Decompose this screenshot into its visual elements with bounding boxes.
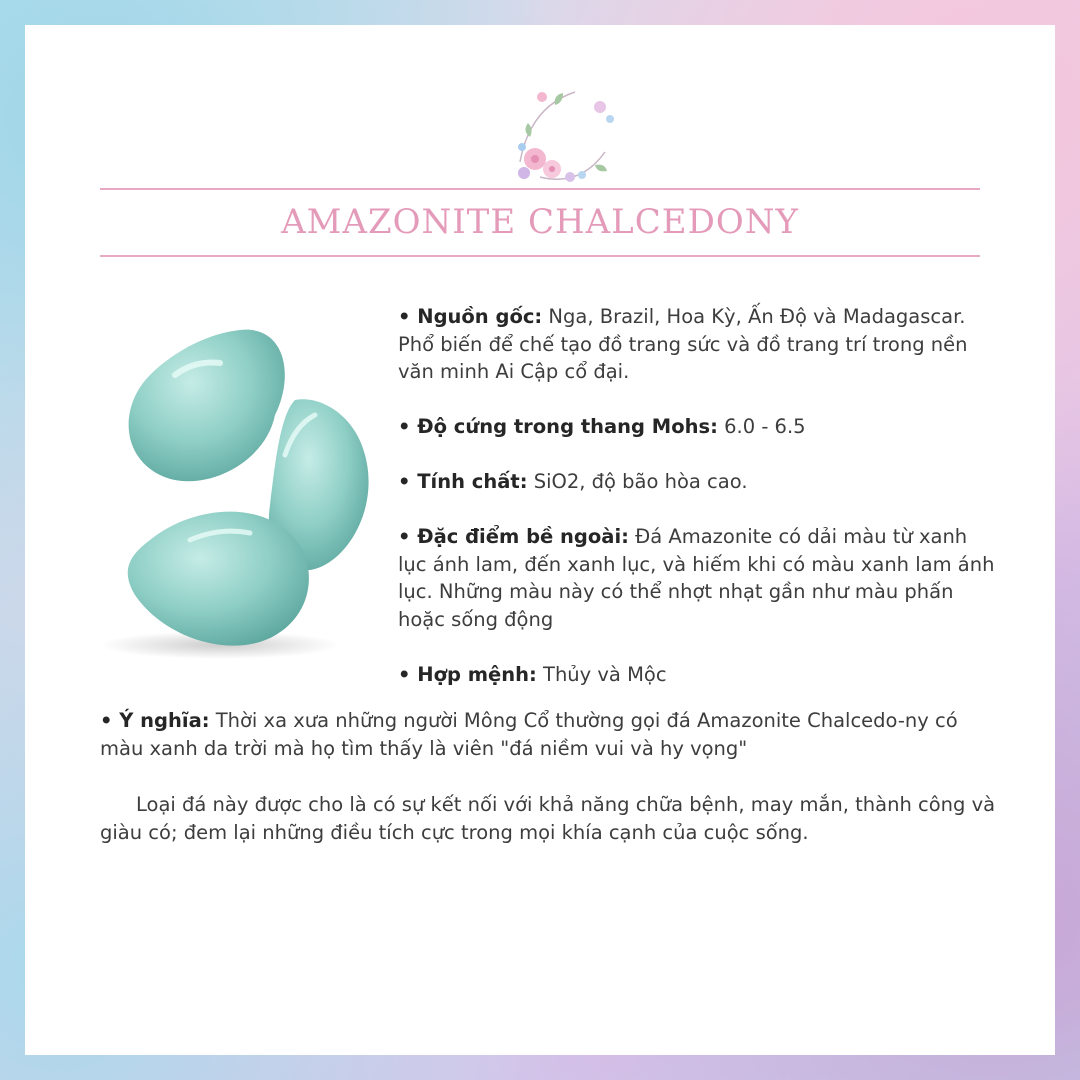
property-composition: • Tính chất: SiO2, độ bão hòa cao. <box>398 470 748 493</box>
floral-knots-logo <box>500 67 630 197</box>
title-rule-bottom <box>100 255 980 257</box>
amazonite-stones-image <box>80 305 410 665</box>
property-appearance: • Đặc điểm bề ngoài: Đá Amazonite có dải màu từ xanh lục ánh lam, đến xanh lục, và hiếm khi có màu xanh lam ánh lục. Những màu này có thể nhợt nhạt gần như màu phấn hoặc sống động <box>398 525 995 631</box>
meaning-label: • Ý nghĩa: <box>100 709 210 732</box>
closing-paragraph <box>100 791 1000 846</box>
closing-text: Loại đá này được cho là có sự kết nối với khả năng chữa bệnh, may mắn, thành công và giàu có; đem lại những điều tích cực trong mọi khía cạnh của cuộc sống. <box>100 793 996 844</box>
properties-list <box>398 303 998 716</box>
meaning-section <box>100 707 1000 762</box>
title-rule-top <box>100 188 980 190</box>
info-card <box>25 25 1055 1055</box>
property-hardness: • Độ cứng trong thang Mohs: 6.0 - 6.5 <box>398 415 806 438</box>
property-origin: • Nguồn gốc: Nga, Brazil, Hoa Kỳ, Ấn Độ và Madagascar. Phổ biến để chế tạo đồ trang sức và đồ trang trí trong nền văn minh Ai Cập cổ đại. <box>398 305 968 383</box>
meaning-text: Thời xa xưa những người Mông Cổ thường gọi đá Amazonite Chalcedo-ny có màu xanh da trời mà họ tìm thấy là viên "đá niềm vui và hy vọng" <box>100 709 958 760</box>
property-element: • Hợp mệnh: Thủy và Mộc <box>398 662 667 686</box>
page-title: AMAZONITE CHALCEDONY <box>281 202 799 242</box>
